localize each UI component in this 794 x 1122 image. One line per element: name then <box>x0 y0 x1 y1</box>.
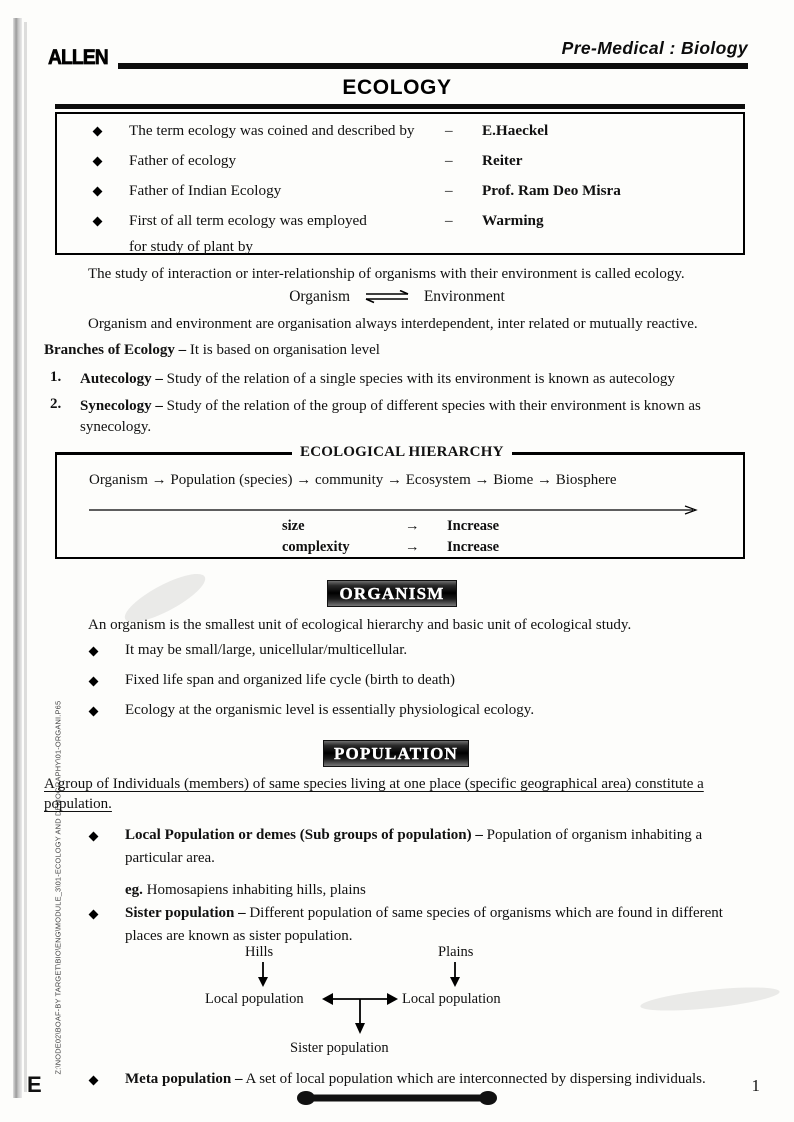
diamond-bullet-icon <box>93 157 103 167</box>
hierarchy-attribute-name: complexity <box>282 539 350 555</box>
branch-term: Synecology – <box>80 398 163 414</box>
organism-intro: An organism is the smallest unit of ecological hierarchy and basic unit of ecological study. <box>88 617 632 633</box>
branches-heading-bold: Branches of Ecology – <box>44 342 187 358</box>
footer-ornament-icon <box>297 1090 497 1106</box>
definition-value: Reiter <box>482 152 523 169</box>
branch-text-continuation: synecology. <box>80 419 152 435</box>
definition-dash: – <box>445 182 453 199</box>
population-item-sister <box>125 903 750 924</box>
population-item-local <box>125 825 750 846</box>
page-title: ECOLOGY <box>342 76 452 99</box>
diagram-arrows-icon <box>150 944 610 1062</box>
definition-label: The term ecology was coined and described by <box>129 122 415 139</box>
intro-line-1: The study of interaction or inter-relationship of organisms with their environment is called ecology. <box>88 266 685 282</box>
diagram-label-local-population-left: Local population <box>205 991 304 1007</box>
population-item-meta <box>125 1069 750 1090</box>
population-text-continuation: places are known as sister population. <box>125 928 353 944</box>
hierarchy-direction-arrow-icon <box>89 502 699 512</box>
page-number: 1 <box>751 1076 760 1095</box>
definition-dash: – <box>445 122 453 139</box>
diagram-label-plains: Plains <box>438 944 474 960</box>
organism-environment-equilibrium <box>0 288 794 306</box>
population-text-continuation: particular area. <box>125 850 215 866</box>
corner-mark-e: E <box>27 1072 42 1097</box>
definition-value: Prof. Ram Deo Misra <box>482 182 621 199</box>
equilibrium-arrow-icon <box>364 290 410 304</box>
branch-text: Study of the relation of a single species with its environment is known as autecology <box>166 371 675 387</box>
population-example <box>125 880 366 901</box>
page-header <box>48 38 748 74</box>
branch-text: Study of the relation of the group of different species with their environment is known as <box>166 398 701 414</box>
definition-dash: – <box>445 212 453 229</box>
branch-number: 2. <box>50 396 62 412</box>
diamond-bullet-icon <box>89 1076 99 1086</box>
sister-population-diagram <box>150 944 610 1062</box>
diamond-bullet-icon <box>89 910 99 920</box>
diamond-bullet-icon <box>89 647 99 657</box>
diamond-bullet-icon <box>93 127 103 137</box>
definition-row <box>57 122 743 152</box>
definition-label-continuation: for study of plant by <box>129 238 254 255</box>
population-text: Population of organism inhabiting a <box>486 827 703 843</box>
organism-bullet: It may be small/large, unicellular/multicellular. <box>125 642 408 658</box>
hierarchy-chain: Organism → Population (species) → community → Ecosystem → Biome → Biosphere <box>89 472 617 488</box>
population-banner-label: POPULATION <box>333 743 459 763</box>
definition-label: Father of ecology <box>129 152 237 169</box>
hierarchy-attribute-arrow: → <box>405 539 420 555</box>
definition-value: Warming <box>482 212 544 229</box>
diamond-bullet-icon <box>93 217 103 227</box>
definition-dash: – <box>445 152 453 169</box>
ecological-hierarchy-box <box>55 452 745 559</box>
definition-label: First of all term ecology was employed <box>129 212 367 229</box>
definition-value: E.Haeckel <box>482 122 549 139</box>
definition-row <box>57 182 743 212</box>
population-term: Sister population – <box>125 905 246 921</box>
population-banner <box>323 740 469 767</box>
branch-item-autecology <box>80 369 745 390</box>
definition-row <box>57 152 743 182</box>
definitions-box <box>55 112 745 255</box>
organism-bullet: Ecology at the organismic level is essentially physiological ecology. <box>125 702 535 718</box>
diamond-bullet-icon <box>89 832 99 842</box>
header-rule <box>118 63 748 69</box>
branches-heading-rest: It is based on organisation level <box>189 342 380 358</box>
header-subject: Pre-Medical : Biology <box>561 38 748 58</box>
organism-banner-label: ORGANISM <box>339 583 445 603</box>
diagram-label-hills: Hills <box>245 944 274 960</box>
population-example-text: Homosapiens inhabiting hills, plains <box>146 882 366 898</box>
equilibrium-left-label: Organism <box>289 288 351 305</box>
diamond-bullet-icon <box>89 707 99 717</box>
margin-file-path: Z:\NODE02\BOAF-BY TARGET\BIO\ENG\MODULE_3\01-ECOLOGY AND DEMOGRAPHY\01-ORGANI.P65 <box>53 700 63 1075</box>
diagram-label-sister-population: Sister population <box>290 1040 389 1056</box>
scan-margin-artifact <box>13 18 22 1098</box>
population-term: Meta population – <box>125 1071 243 1087</box>
hierarchy-legend-title: ECOLOGICAL HIERARCHY <box>292 444 512 461</box>
branch-term: Autecology – <box>80 371 163 387</box>
hierarchy-attribute-value: Increase <box>447 518 500 534</box>
organism-bullet: Fixed life span and organized life cycle (birth to death) <box>125 672 456 688</box>
scan-smudge <box>639 983 780 1016</box>
diamond-bullet-icon <box>93 187 103 197</box>
organism-banner <box>327 580 457 607</box>
intro-line-2: Organism and environment are organisation always interdependent, inter related or mutually reactive. <box>88 316 698 332</box>
hierarchy-attribute-arrow: → <box>405 518 420 534</box>
title-rule <box>55 104 745 109</box>
diagram-label-local-population-right: Local population <box>402 991 501 1007</box>
allen-logo: ALLEN <box>48 46 108 69</box>
population-term: Local Population or demes (Sub groups of population) – <box>125 827 483 843</box>
population-example-label: eg. <box>125 882 143 898</box>
scan-margin-artifact-secondary <box>24 22 27 1092</box>
hierarchy-attribute-value: Increase <box>447 539 500 555</box>
branches-heading <box>44 340 380 360</box>
population-definition-line-2: population. <box>44 796 112 812</box>
diamond-bullet-icon <box>89 677 99 687</box>
equilibrium-right-label: Environment <box>423 288 505 305</box>
branch-item-synecology <box>80 396 750 417</box>
population-text: A set of local population which are interconnected by dispersing individuals. <box>245 1071 706 1087</box>
hierarchy-legend-rule-left <box>57 452 297 455</box>
hierarchy-attribute-name: size <box>282 518 305 534</box>
population-text: Different population of same species of organisms which are found in different <box>249 905 723 921</box>
population-definition-line-1: A group of Individuals (members) of same species living at one place (specific geographical area) constitute a <box>44 776 704 792</box>
definition-label: Father of Indian Ecology <box>129 182 282 199</box>
branch-number: 1. <box>50 369 62 385</box>
